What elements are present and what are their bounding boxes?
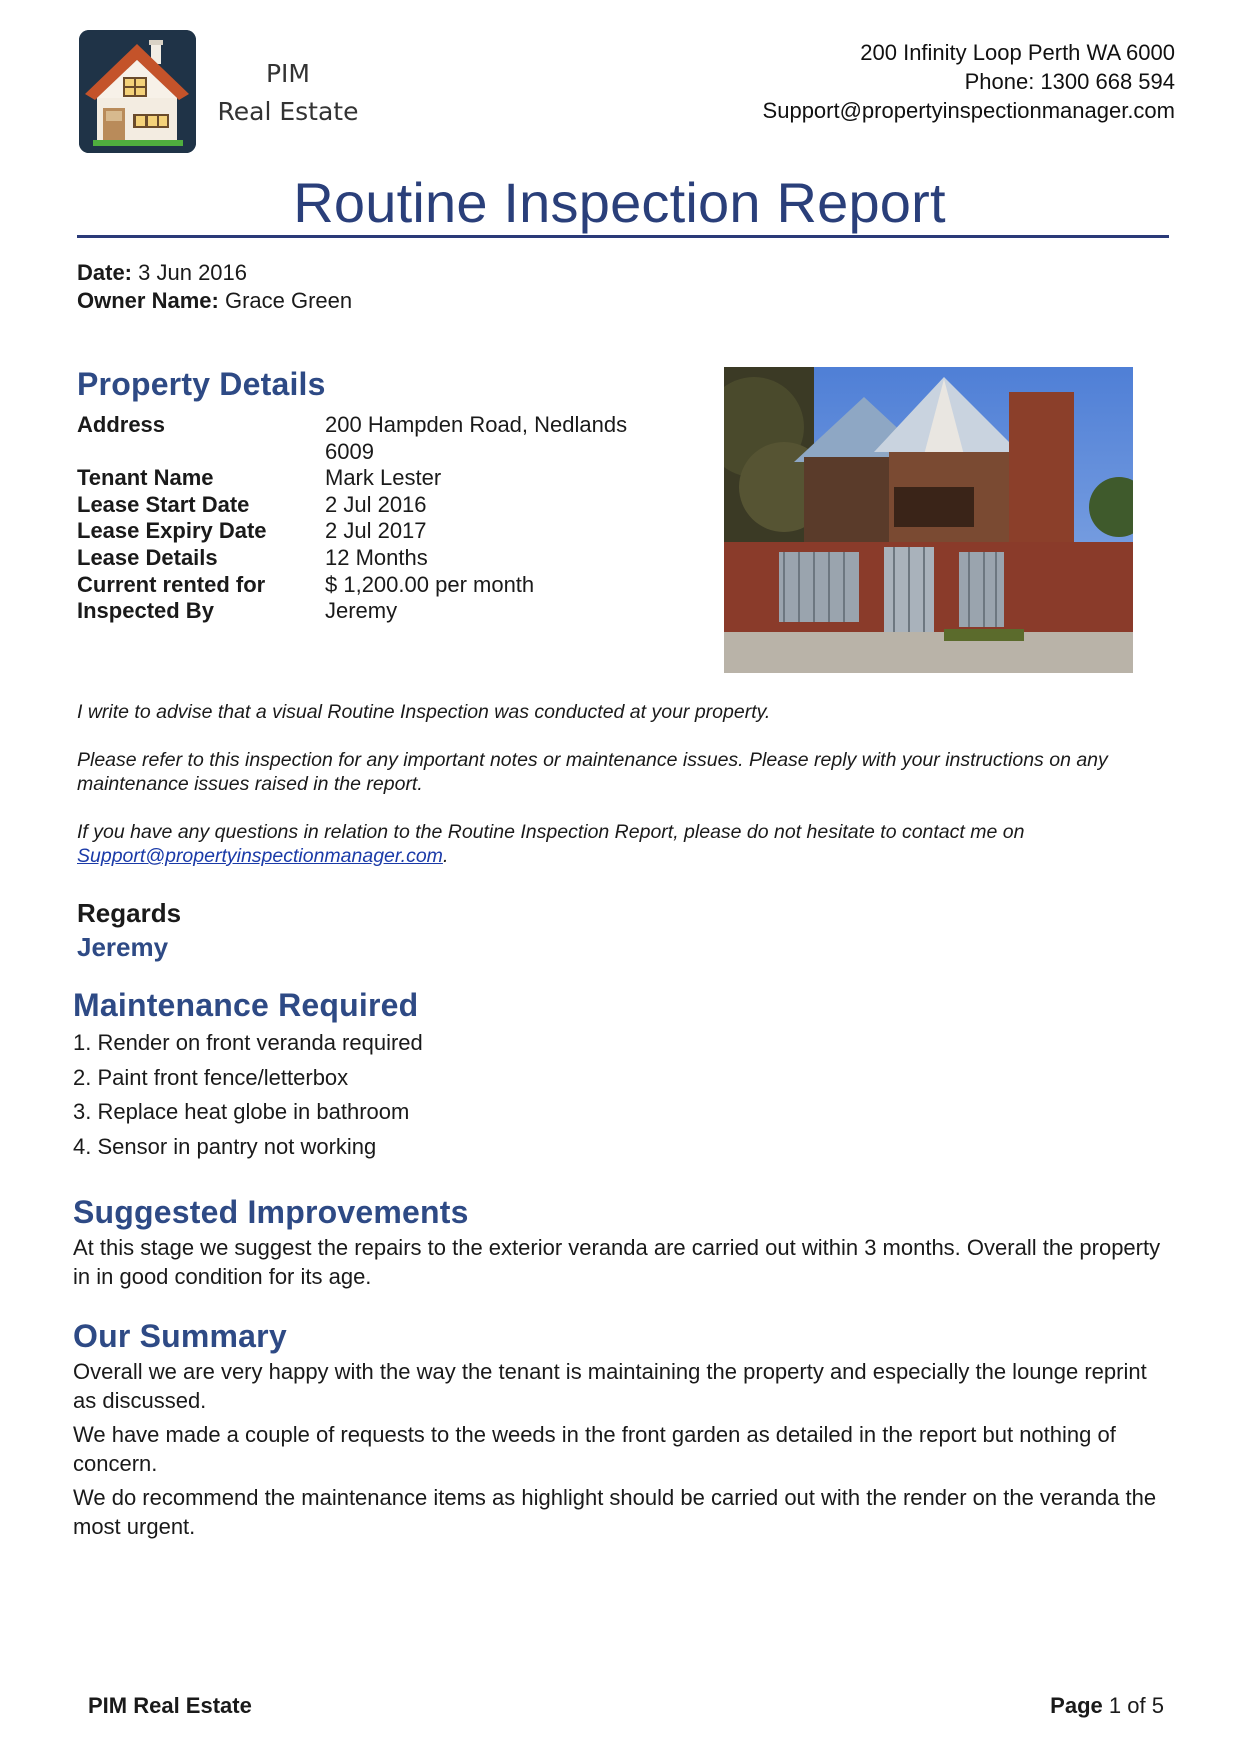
detail-row-address <box>77 412 655 465</box>
summary-paragraph: We do recommend the maintenance items as highlight should be carried out with the render on the veranda the most urgent. <box>73 1485 1157 1539</box>
logo-line-2: Real Estate <box>217 97 359 126</box>
regards-name: Jeremy <box>77 932 169 962</box>
list-item: 1. Render on front veranda required <box>73 1030 423 1055</box>
detail-label: Lease Expiry Date <box>77 518 267 544</box>
logo-line-1: PIM <box>265 59 311 88</box>
maintenance-list <box>73 1026 423 1164</box>
date-label: Date: <box>77 260 133 285</box>
company-logo <box>79 30 196 153</box>
letter-paragraph-3-text: If you have any questions in relation to the Routine Inspection Report, please do not hesitate to contact me on <box>77 821 1025 843</box>
detail-row-lease-start <box>77 492 655 519</box>
report-title: Routine Inspection Report <box>293 171 946 234</box>
detail-value: Jeremy <box>325 598 398 624</box>
page-sep: of <box>1127 1693 1146 1718</box>
summary-text <box>73 1357 1173 1546</box>
detail-row-tenant <box>77 465 655 492</box>
contact-address: 200 Infinity Loop Perth WA 6000 <box>860 40 1175 65</box>
detail-label: Lease Start Date <box>77 491 250 517</box>
detail-value: 200 Hampden Road, Nedlands 6009 <box>325 412 628 464</box>
detail-row-rent <box>77 572 655 599</box>
contact-phone: Phone: 1300 668 594 <box>964 69 1175 94</box>
title-divider <box>77 235 1169 238</box>
detail-label: Lease Details <box>77 544 218 570</box>
detail-value: $ 1,200.00 per month <box>325 571 535 597</box>
detail-row-lease-details <box>77 545 655 572</box>
property-details-heading: Property Details <box>77 366 326 402</box>
letter-paragraph-3 <box>77 820 1167 868</box>
regards-block <box>77 896 181 964</box>
detail-value: 2 Jul 2017 <box>325 518 427 544</box>
report-meta <box>77 259 352 315</box>
letter-paragraph-2: Please refer to this inspection for any important notes or maintenance issues. Please reply with your instructions on any maintenance issues raised in the report. <box>77 749 1108 795</box>
date-value: 3 Jun 2016 <box>138 260 248 285</box>
detail-label: Inspected By <box>77 598 214 624</box>
page-label: Page <box>1050 1693 1103 1718</box>
list-item: 4. Sensor in pantry not working <box>73 1133 377 1159</box>
house-logo-icon <box>79 30 196 153</box>
letter-body <box>77 700 1167 892</box>
property-details-table <box>77 412 655 625</box>
detail-value: Mark Lester <box>325 465 442 491</box>
page-indicator <box>1050 1693 1164 1719</box>
regards-label: Regards <box>77 898 182 928</box>
summary-paragraph: We have made a couple of requests to the weeds in the front garden as detailed in the report but nothing of concern. <box>73 1422 1116 1476</box>
owner-line <box>77 287 352 315</box>
suggested-improvements-text: At this stage we suggest the repairs to the exterior veranda are carried out within 3 months. Overall the property in in good condition for its age. <box>73 1235 1161 1289</box>
company-name <box>208 55 368 131</box>
letter-paragraph-1: I write to advise that a visual Routine Inspection was conducted at your property. <box>77 701 771 723</box>
detail-label: Current rented for <box>77 571 266 597</box>
owner-label: Owner Name: <box>77 288 219 313</box>
detail-label: Tenant Name <box>77 465 214 491</box>
owner-value: Grace Green <box>224 288 353 313</box>
list-item: 2. Paint front fence/letterbox <box>73 1064 349 1090</box>
summary-paragraph: Overall we are very happy with the way the tenant is maintaining the property and especially the lounge reprint as discussed. <box>73 1359 1147 1413</box>
detail-value: 2 Jul 2016 <box>325 491 427 517</box>
date-line <box>77 259 352 287</box>
footer-company: PIM Real Estate <box>88 1693 252 1718</box>
contact-block <box>763 38 1175 125</box>
list-item: 3. Replace heat globe in bathroom <box>73 1099 410 1124</box>
detail-row-inspector <box>77 598 655 625</box>
page-total: 5 <box>1151 1693 1164 1718</box>
property-photo <box>724 367 1133 673</box>
letter-paragraph-3-end: . <box>442 845 449 867</box>
detail-row-lease-expiry <box>77 518 655 545</box>
page-current: 1 <box>1108 1693 1122 1718</box>
support-email-link[interactable]: Support@propertyinspectionmanager.com <box>77 845 443 867</box>
detail-value: 12 Months <box>325 544 428 570</box>
contact-email: Support@propertyinspectionmanager.com <box>762 98 1175 123</box>
detail-label: Address <box>77 412 166 437</box>
suggested-improvements-heading: Suggested Improvements <box>73 1194 469 1230</box>
summary-heading: Our Summary <box>73 1318 287 1354</box>
maintenance-heading: Maintenance Required <box>73 987 419 1023</box>
